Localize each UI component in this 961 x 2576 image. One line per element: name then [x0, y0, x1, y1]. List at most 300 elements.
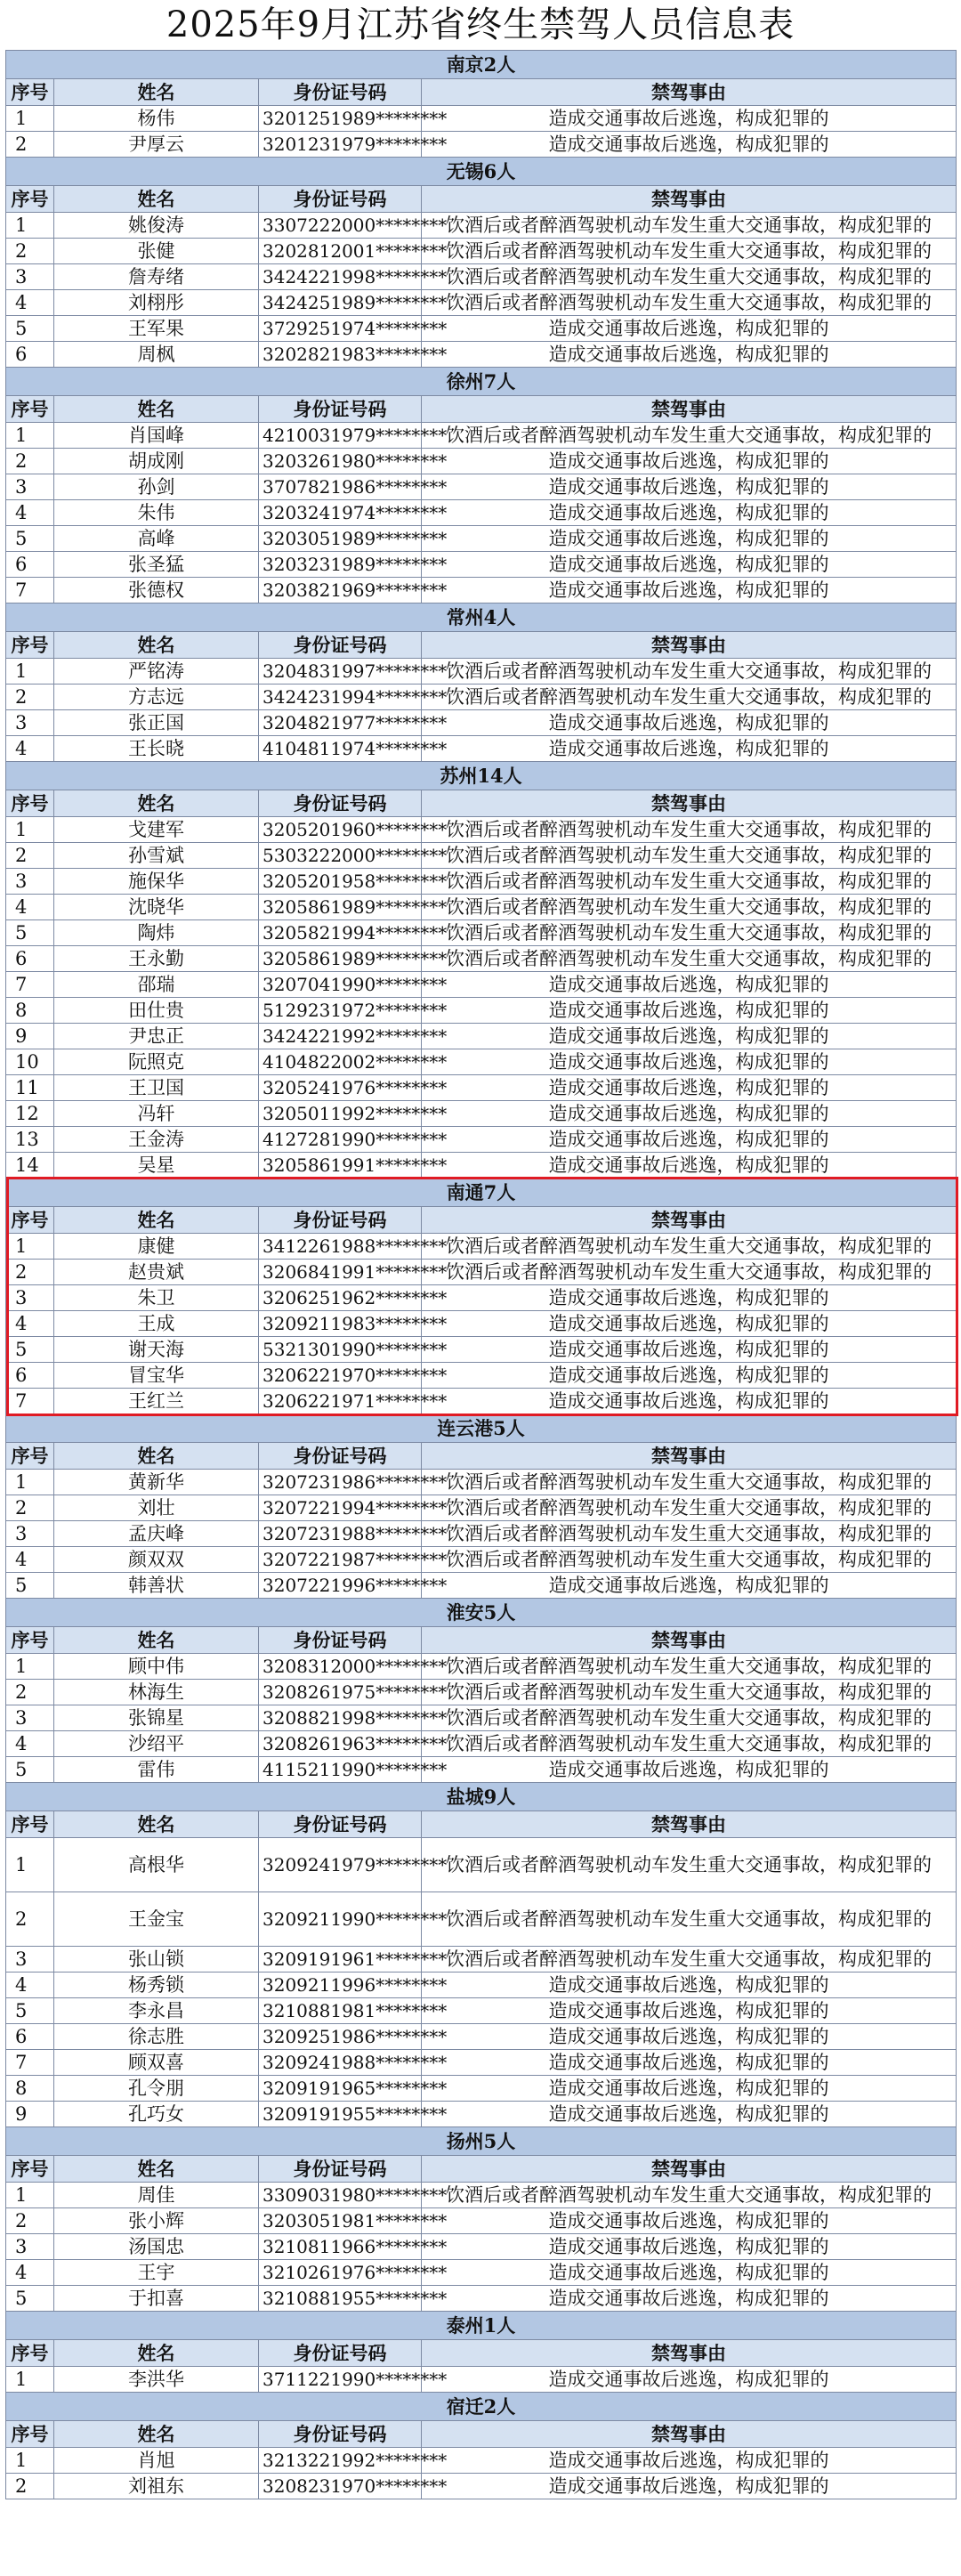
city-header-row — [6, 603, 957, 632]
row-reason: 饮酒后或者醉酒驾驶机动车发生重大交通事故，构成犯罪的 — [422, 213, 957, 239]
row-name: 李永昌 — [54, 1998, 259, 2024]
row-id: 3207041990******** — [259, 972, 422, 998]
row-name: 谢天海 — [54, 1337, 259, 1363]
row-name: 高根华 — [54, 1838, 259, 1892]
header-seq: 序号 — [6, 1207, 54, 1234]
city-name: 南京2人 — [6, 51, 957, 79]
table-row — [6, 1101, 957, 1127]
row-name: 阮照克 — [54, 1049, 259, 1075]
row-seq: 5 — [6, 1573, 54, 1599]
table-row — [6, 423, 957, 449]
row-id: 3213221992******** — [259, 2448, 422, 2474]
table-row — [6, 552, 957, 578]
table-row — [6, 1547, 957, 1573]
row-seq: 1 — [6, 1470, 54, 1495]
row-seq: 2 — [6, 449, 54, 474]
header-name: 姓名 — [54, 1811, 259, 1838]
row-reason: 造成交通事故后逃逸，构成犯罪的 — [422, 500, 957, 526]
row-reason: 造成交通事故后逃逸，构成犯罪的 — [422, 2474, 957, 2499]
row-reason: 造成交通事故后逃逸，构成犯罪的 — [422, 1049, 957, 1075]
header-reason: 禁驾事由 — [422, 1627, 957, 1654]
row-id: 5129231972******** — [259, 998, 422, 1024]
row-id: 3208261975******** — [259, 1680, 422, 1705]
table-row — [6, 1731, 957, 1757]
row-name: 黄新华 — [54, 1470, 259, 1495]
table-row — [6, 2474, 957, 2499]
header-seq: 序号 — [6, 2340, 54, 2367]
row-id: 3207231986******** — [259, 1470, 422, 1495]
row-name: 韩善状 — [54, 1573, 259, 1599]
table-row — [6, 1680, 957, 1705]
row-name: 王成 — [54, 1311, 259, 1337]
city-name: 南通7人 — [6, 1179, 957, 1207]
row-name: 肖旭 — [54, 2448, 259, 2474]
header-seq: 序号 — [6, 1627, 54, 1654]
row-name: 王金涛 — [54, 1127, 259, 1153]
row-seq: 4 — [6, 895, 54, 920]
city-name: 淮安5人 — [6, 1599, 957, 1627]
row-name: 周佳 — [54, 2183, 259, 2208]
row-name: 杨伟 — [54, 106, 259, 132]
header-id: 身份证号码 — [259, 396, 422, 423]
row-seq: 6 — [6, 552, 54, 578]
row-reason: 造成交通事故后逃逸，构成犯罪的 — [422, 526, 957, 552]
header-reason: 禁驾事由 — [422, 396, 957, 423]
row-seq: 3 — [6, 1947, 54, 1973]
row-seq: 11 — [6, 1075, 54, 1101]
header-name: 姓名 — [54, 1627, 259, 1654]
row-name: 王军果 — [54, 316, 259, 342]
table-row — [6, 1998, 957, 2024]
column-header-row — [6, 632, 957, 659]
table-row — [6, 1470, 957, 1495]
row-id: 3210881981******** — [259, 1998, 422, 2024]
table-row — [6, 239, 957, 264]
row-id: 3206221971******** — [259, 1389, 422, 1414]
table-row — [6, 1153, 957, 1179]
row-name: 沈晓华 — [54, 895, 259, 920]
row-id: 3307222000******** — [259, 213, 422, 239]
row-name: 朱卫 — [54, 1285, 259, 1311]
header-seq: 序号 — [6, 2156, 54, 2183]
row-id: 3205821994******** — [259, 920, 422, 946]
table-row — [6, 685, 957, 710]
row-seq: 3 — [6, 869, 54, 895]
header-seq: 序号 — [6, 1811, 54, 1838]
row-name: 张德权 — [54, 578, 259, 603]
row-name: 陶炜 — [54, 920, 259, 946]
row-seq: 6 — [6, 342, 54, 368]
table-row — [6, 500, 957, 526]
row-name: 李洪华 — [54, 2367, 259, 2393]
table-row — [6, 2234, 957, 2260]
row-name: 朱伟 — [54, 500, 259, 526]
row-reason: 造成交通事故后逃逸，构成犯罪的 — [422, 106, 957, 132]
table-row — [6, 920, 957, 946]
row-seq: 3 — [6, 1521, 54, 1547]
row-seq: 5 — [6, 920, 54, 946]
row-name: 詹寿绪 — [54, 264, 259, 290]
table-row — [6, 2076, 957, 2102]
row-name: 冯轩 — [54, 1101, 259, 1127]
column-header-row — [6, 1627, 957, 1654]
row-reason: 造成交通事故后逃逸，构成犯罪的 — [422, 2024, 957, 2050]
row-reason: 造成交通事故后逃逸，构成犯罪的 — [422, 1757, 957, 1783]
row-id: 3209191955******** — [259, 2102, 422, 2127]
row-id: 3210881955******** — [259, 2286, 422, 2312]
row-seq: 8 — [6, 2076, 54, 2102]
table-row — [6, 578, 957, 603]
table-row — [6, 843, 957, 869]
row-seq: 4 — [6, 1547, 54, 1573]
row-id: 3424221998******** — [259, 264, 422, 290]
column-header-row — [6, 1443, 957, 1470]
row-reason: 造成交通事故后逃逸，构成犯罪的 — [422, 1573, 957, 1599]
row-name: 刘栩彤 — [54, 290, 259, 316]
row-seq: 7 — [6, 578, 54, 603]
table-row — [6, 817, 957, 843]
row-reason: 饮酒后或者醉酒驾驶机动车发生重大交通事故，构成犯罪的 — [422, 1521, 957, 1547]
row-id: 3201231979******** — [259, 132, 422, 158]
row-reason: 造成交通事故后逃逸，构成犯罪的 — [422, 998, 957, 1024]
header-name: 姓名 — [54, 79, 259, 106]
row-name: 雷伟 — [54, 1757, 259, 1783]
row-seq: 2 — [6, 685, 54, 710]
table-row — [6, 2367, 957, 2393]
row-seq: 2 — [6, 132, 54, 158]
row-id: 3412261988******** — [259, 1234, 422, 1260]
header-reason: 禁驾事由 — [422, 186, 957, 213]
city-name: 苏州14人 — [6, 762, 957, 790]
row-name: 吴星 — [54, 1153, 259, 1179]
row-name: 孔巧女 — [54, 2102, 259, 2127]
row-seq: 5 — [6, 1337, 54, 1363]
city-header-row — [6, 1783, 957, 1811]
row-seq: 4 — [6, 500, 54, 526]
row-id: 3424231994******** — [259, 685, 422, 710]
row-reason: 饮酒后或者醉酒驾驶机动车发生重大交通事故，构成犯罪的 — [422, 2183, 957, 2208]
row-reason: 造成交通事故后逃逸，构成犯罪的 — [422, 1285, 957, 1311]
table-row — [6, 264, 957, 290]
row-seq: 1 — [6, 1838, 54, 1892]
table-row — [6, 2024, 957, 2050]
row-reason: 饮酒后或者醉酒驾驶机动车发生重大交通事故，构成犯罪的 — [422, 1654, 957, 1680]
table-row — [6, 2286, 957, 2312]
row-seq: 8 — [6, 998, 54, 1024]
row-name: 刘祖东 — [54, 2474, 259, 2499]
row-id: 3209211996******** — [259, 1973, 422, 1998]
row-id: 3208821998******** — [259, 1705, 422, 1731]
row-name: 尹忠正 — [54, 1024, 259, 1049]
header-name: 姓名 — [54, 186, 259, 213]
city-header-row — [6, 51, 957, 79]
column-header-row — [6, 396, 957, 423]
row-name: 赵贵斌 — [54, 1260, 259, 1285]
row-id: 3203821969******** — [259, 578, 422, 603]
city-header-row — [6, 2312, 957, 2340]
column-header-row — [6, 186, 957, 213]
table-row — [6, 342, 957, 368]
row-seq: 1 — [6, 106, 54, 132]
header-name: 姓名 — [54, 2156, 259, 2183]
row-id: 3207231988******** — [259, 1521, 422, 1547]
table-row — [6, 449, 957, 474]
header-name: 姓名 — [54, 2421, 259, 2448]
row-name: 孙雪斌 — [54, 843, 259, 869]
row-id: 3207221987******** — [259, 1547, 422, 1573]
header-reason: 禁驾事由 — [422, 2156, 957, 2183]
row-seq: 9 — [6, 1024, 54, 1049]
table-row — [6, 946, 957, 972]
row-name: 汤国忠 — [54, 2234, 259, 2260]
row-id: 4115211990******** — [259, 1757, 422, 1783]
row-name: 王金宝 — [54, 1892, 259, 1947]
row-seq: 4 — [6, 2260, 54, 2286]
row-name: 尹厚云 — [54, 132, 259, 158]
row-name: 胡成刚 — [54, 449, 259, 474]
row-reason: 饮酒后或者醉酒驾驶机动车发生重大交通事故，构成犯罪的 — [422, 1547, 957, 1573]
row-id: 3209251986******** — [259, 2024, 422, 2050]
row-reason: 饮酒后或者醉酒驾驶机动车发生重大交通事故，构成犯罪的 — [422, 264, 957, 290]
row-id: 3203241974******** — [259, 500, 422, 526]
row-name: 冒宝华 — [54, 1363, 259, 1389]
row-seq: 1 — [6, 1234, 54, 1260]
row-name: 邵瑞 — [54, 972, 259, 998]
header-name: 姓名 — [54, 1443, 259, 1470]
row-name: 王红兰 — [54, 1389, 259, 1414]
row-reason: 造成交通事故后逃逸，构成犯罪的 — [422, 2448, 957, 2474]
header-reason: 禁驾事由 — [422, 79, 957, 106]
row-name: 严铭涛 — [54, 659, 259, 685]
row-seq: 2 — [6, 843, 54, 869]
row-name: 肖国峰 — [54, 423, 259, 449]
row-seq: 4 — [6, 1973, 54, 1998]
row-reason: 饮酒后或者醉酒驾驶机动车发生重大交通事故，构成犯罪的 — [422, 1260, 957, 1285]
row-id: 3209211983******** — [259, 1311, 422, 1337]
row-reason: 饮酒后或者醉酒驾驶机动车发生重大交通事故，构成犯罪的 — [422, 1838, 957, 1892]
row-seq: 5 — [6, 526, 54, 552]
row-seq: 5 — [6, 2286, 54, 2312]
row-reason: 造成交通事故后逃逸，构成犯罪的 — [422, 710, 957, 736]
city-name: 徐州7人 — [6, 368, 957, 396]
header-reason: 禁驾事由 — [422, 2340, 957, 2367]
table-row — [6, 1075, 957, 1101]
row-id: 3205201958******** — [259, 869, 422, 895]
row-reason: 饮酒后或者醉酒驾驶机动车发生重大交通事故，构成犯罪的 — [422, 869, 957, 895]
table-row — [6, 972, 957, 998]
row-seq: 1 — [6, 1654, 54, 1680]
row-reason: 造成交通事故后逃逸，构成犯罪的 — [422, 1311, 957, 1337]
row-seq: 6 — [6, 946, 54, 972]
table-row — [6, 1757, 957, 1783]
row-reason: 造成交通事故后逃逸，构成犯罪的 — [422, 1337, 957, 1363]
header-id: 身份证号码 — [259, 2340, 422, 2367]
row-reason: 饮酒后或者醉酒驾驶机动车发生重大交通事故，构成犯罪的 — [422, 239, 957, 264]
row-name: 周枫 — [54, 342, 259, 368]
header-seq: 序号 — [6, 2421, 54, 2448]
row-id: 3729251974******** — [259, 316, 422, 342]
row-name: 杨秀锁 — [54, 1973, 259, 1998]
row-id: 3209191965******** — [259, 2076, 422, 2102]
row-id: 3205861989******** — [259, 895, 422, 920]
row-reason: 饮酒后或者醉酒驾驶机动车发生重大交通事故，构成犯罪的 — [422, 685, 957, 710]
table-row — [6, 1024, 957, 1049]
row-id: 3208312000******** — [259, 1654, 422, 1680]
row-seq: 1 — [6, 423, 54, 449]
row-reason: 饮酒后或者醉酒驾驶机动车发生重大交通事故，构成犯罪的 — [422, 1892, 957, 1947]
header-reason: 禁驾事由 — [422, 790, 957, 817]
header-reason: 禁驾事由 — [422, 632, 957, 659]
city-header-row — [6, 2127, 957, 2156]
table-row — [6, 213, 957, 239]
row-id: 3206251962******** — [259, 1285, 422, 1311]
header-reason: 禁驾事由 — [422, 2421, 957, 2448]
table-row — [6, 2050, 957, 2076]
row-seq: 5 — [6, 316, 54, 342]
city-header-row — [6, 2393, 957, 2421]
row-seq: 2 — [6, 239, 54, 264]
row-id: 3711221990******** — [259, 2367, 422, 2393]
row-seq: 4 — [6, 1731, 54, 1757]
row-seq: 2 — [6, 1892, 54, 1947]
row-seq: 7 — [6, 972, 54, 998]
table-row — [6, 2183, 957, 2208]
row-id: 3206841991******** — [259, 1260, 422, 1285]
row-seq: 7 — [6, 1389, 54, 1414]
row-seq: 3 — [6, 264, 54, 290]
row-seq: 12 — [6, 1101, 54, 1127]
row-reason: 饮酒后或者醉酒驾驶机动车发生重大交通事故，构成犯罪的 — [422, 946, 957, 972]
table-row — [6, 2102, 957, 2127]
table-row — [6, 474, 957, 500]
row-name: 王卫国 — [54, 1075, 259, 1101]
row-seq: 1 — [6, 659, 54, 685]
row-id: 3203261980******** — [259, 449, 422, 474]
row-reason: 饮酒后或者醉酒驾驶机动车发生重大交通事故，构成犯罪的 — [422, 1495, 957, 1521]
row-id: 3205861991******** — [259, 1153, 422, 1179]
table-row — [6, 1705, 957, 1731]
header-name: 姓名 — [54, 1207, 259, 1234]
table-row — [6, 2260, 957, 2286]
row-reason: 造成交通事故后逃逸，构成犯罪的 — [422, 1075, 957, 1101]
row-reason: 造成交通事故后逃逸，构成犯罪的 — [422, 2102, 957, 2127]
row-reason: 造成交通事故后逃逸，构成犯罪的 — [422, 552, 957, 578]
city-header-row — [6, 368, 957, 396]
row-reason: 造成交通事故后逃逸，构成犯罪的 — [422, 132, 957, 158]
row-id: 3210261976******** — [259, 2260, 422, 2286]
column-header-row — [6, 2421, 957, 2448]
table-row — [6, 1892, 957, 1947]
city-name: 泰州1人 — [6, 2312, 957, 2340]
header-reason: 禁驾事由 — [422, 1443, 957, 1470]
row-name: 张圣猛 — [54, 552, 259, 578]
row-seq: 5 — [6, 1998, 54, 2024]
row-reason: 造成交通事故后逃逸，构成犯罪的 — [422, 474, 957, 500]
table-row — [6, 1654, 957, 1680]
column-header-row — [6, 1811, 957, 1838]
row-id: 4210031979******** — [259, 423, 422, 449]
city-header-row — [6, 762, 957, 790]
header-name: 姓名 — [54, 2340, 259, 2367]
row-seq: 3 — [6, 2234, 54, 2260]
table-row — [6, 998, 957, 1024]
row-reason: 饮酒后或者醉酒驾驶机动车发生重大交通事故，构成犯罪的 — [422, 895, 957, 920]
row-name: 张山锁 — [54, 1947, 259, 1973]
row-seq: 4 — [6, 1311, 54, 1337]
row-seq: 1 — [6, 213, 54, 239]
header-seq: 序号 — [6, 396, 54, 423]
row-reason: 造成交通事故后逃逸，构成犯罪的 — [422, 342, 957, 368]
row-seq: 10 — [6, 1049, 54, 1075]
row-seq: 2 — [6, 1260, 54, 1285]
row-reason: 饮酒后或者醉酒驾驶机动车发生重大交通事故，构成犯罪的 — [422, 843, 957, 869]
row-id: 3203231989******** — [259, 552, 422, 578]
highlight-box — [6, 1177, 958, 1416]
header-seq: 序号 — [6, 632, 54, 659]
row-id: 3204831997******** — [259, 659, 422, 685]
row-seq: 14 — [6, 1153, 54, 1179]
row-id: 3208231970******** — [259, 2474, 422, 2499]
table-row — [6, 316, 957, 342]
row-reason: 饮酒后或者醉酒驾驶机动车发生重大交通事故，构成犯罪的 — [422, 817, 957, 843]
row-id: 3207221996******** — [259, 1573, 422, 1599]
table-row — [6, 106, 957, 132]
row-id: 3707821986******** — [259, 474, 422, 500]
header-reason: 禁驾事由 — [422, 1207, 957, 1234]
row-id: 4127281990******** — [259, 1127, 422, 1153]
row-reason: 饮酒后或者醉酒驾驶机动车发生重大交通事故，构成犯罪的 — [422, 1705, 957, 1731]
header-id: 身份证号码 — [259, 1443, 422, 1470]
row-name: 康健 — [54, 1234, 259, 1260]
header-seq: 序号 — [6, 1443, 54, 1470]
row-id: 3208261963******** — [259, 1731, 422, 1757]
row-id: 3205011992******** — [259, 1101, 422, 1127]
row-seq: 4 — [6, 736, 54, 762]
row-id: 3210811966******** — [259, 2234, 422, 2260]
row-name: 施保华 — [54, 869, 259, 895]
row-name: 王宇 — [54, 2260, 259, 2286]
row-name: 高峰 — [54, 526, 259, 552]
row-seq: 2 — [6, 2474, 54, 2499]
row-reason: 造成交通事故后逃逸，构成犯罪的 — [422, 449, 957, 474]
row-name: 顾中伟 — [54, 1654, 259, 1680]
row-reason: 造成交通事故后逃逸，构成犯罪的 — [422, 2234, 957, 2260]
table-row — [6, 2208, 957, 2234]
row-seq: 3 — [6, 474, 54, 500]
row-reason: 造成交通事故后逃逸，构成犯罪的 — [422, 2050, 957, 2076]
row-id: 3205861989******** — [259, 946, 422, 972]
table-row — [6, 526, 957, 552]
row-id: 4104811974******** — [259, 736, 422, 762]
row-reason: 造成交通事故后逃逸，构成犯罪的 — [422, 2076, 957, 2102]
row-reason: 造成交通事故后逃逸，构成犯罪的 — [422, 2260, 957, 2286]
row-seq: 2 — [6, 1495, 54, 1521]
row-reason: 造成交通事故后逃逸，构成犯罪的 — [422, 1973, 957, 1998]
row-seq: 3 — [6, 710, 54, 736]
row-seq: 1 — [6, 2367, 54, 2393]
row-id: 3205241976******** — [259, 1075, 422, 1101]
row-reason: 造成交通事故后逃逸，构成犯罪的 — [422, 2208, 957, 2234]
row-reason: 造成交通事故后逃逸，构成犯罪的 — [422, 1153, 957, 1179]
row-id: 5321301990******** — [259, 1337, 422, 1363]
row-name: 姚俊涛 — [54, 213, 259, 239]
table-row — [6, 132, 957, 158]
header-id: 身份证号码 — [259, 1207, 422, 1234]
row-reason: 饮酒后或者醉酒驾驶机动车发生重大交通事故，构成犯罪的 — [422, 1680, 957, 1705]
row-seq: 3 — [6, 1285, 54, 1311]
table-row — [6, 290, 957, 316]
header-name: 姓名 — [54, 632, 259, 659]
